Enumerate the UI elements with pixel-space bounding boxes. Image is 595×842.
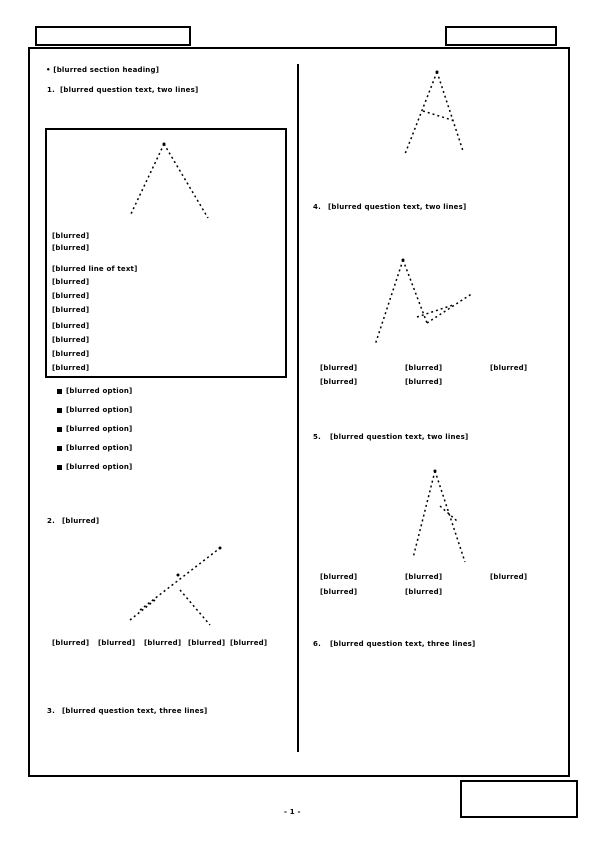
q5-label: [blurred]: [405, 588, 443, 596]
q4-marker: 4.: [313, 203, 321, 211]
header-left-box: [35, 26, 191, 46]
section-title: • [blurred section heading]: [46, 66, 160, 74]
q2-label: [blurred]: [188, 639, 226, 647]
box-line: [blurred]: [52, 306, 90, 314]
q1-text: [blurred question text, two lines]: [60, 86, 199, 94]
box-line: [blurred]: [52, 278, 90, 286]
q4-label: [blurred]: [405, 364, 443, 372]
box-line: [blurred]: [52, 336, 90, 344]
option-text: [blurred option]: [66, 425, 133, 433]
option-text: [blurred option]: [66, 444, 133, 452]
q2-label: [blurred]: [98, 639, 136, 647]
q6-marker: 6.: [313, 640, 321, 648]
q2-label: [blurred]: [144, 639, 182, 647]
q2-marker: 2.: [47, 517, 55, 525]
q3-marker: 3.: [47, 707, 55, 715]
option-bullet: [57, 389, 62, 394]
q2-label: [blurred]: [230, 639, 268, 647]
header-right-box: [445, 26, 557, 46]
option-bullet: [57, 408, 62, 413]
q4-label: [blurred]: [490, 364, 528, 372]
option-text: [blurred option]: [66, 406, 133, 414]
option-bullet: [57, 465, 62, 470]
option-bullet: [57, 446, 62, 451]
box-line: [blurred line of text]: [52, 265, 138, 273]
page-number: - 1 -: [284, 808, 301, 816]
q5-label: [blurred]: [405, 573, 443, 581]
q4-top-figure: [395, 66, 475, 161]
box-line: [blurred]: [52, 350, 90, 358]
q1-triangle-figure: [120, 136, 220, 226]
q4-text: [blurred question text, two lines]: [328, 203, 467, 211]
q2-label: [blurred]: [52, 639, 90, 647]
q4-label: [blurred]: [320, 378, 358, 386]
q2-text: [blurred]: [62, 517, 100, 525]
q5-label: [blurred]: [320, 588, 358, 596]
column-divider: [297, 64, 299, 752]
q5-label: [blurred]: [320, 573, 358, 581]
q3-text: [blurred question text, three lines]: [62, 707, 208, 715]
q4-figure: [365, 255, 480, 350]
q5-figure: [405, 466, 480, 566]
box-line: [blurred]: [52, 232, 90, 240]
q4-label: [blurred]: [405, 378, 443, 386]
option-bullet: [57, 427, 62, 432]
q2-scatter-figure: [110, 540, 240, 635]
q4-label: [blurred]: [320, 364, 358, 372]
box-line: [blurred]: [52, 244, 90, 252]
option-text: [blurred option]: [66, 463, 133, 471]
q6-text: [blurred question text, three lines]: [330, 640, 476, 648]
box-line: [blurred]: [52, 322, 90, 330]
q5-marker: 5.: [313, 433, 321, 441]
q1-marker: 1.: [47, 86, 55, 94]
footer-right-box: [460, 780, 578, 818]
q5-label: [blurred]: [490, 573, 528, 581]
q5-text: [blurred question text, two lines]: [330, 433, 469, 441]
option-text: [blurred option]: [66, 387, 133, 395]
box-line: [blurred]: [52, 292, 90, 300]
box-line: [blurred]: [52, 364, 90, 372]
